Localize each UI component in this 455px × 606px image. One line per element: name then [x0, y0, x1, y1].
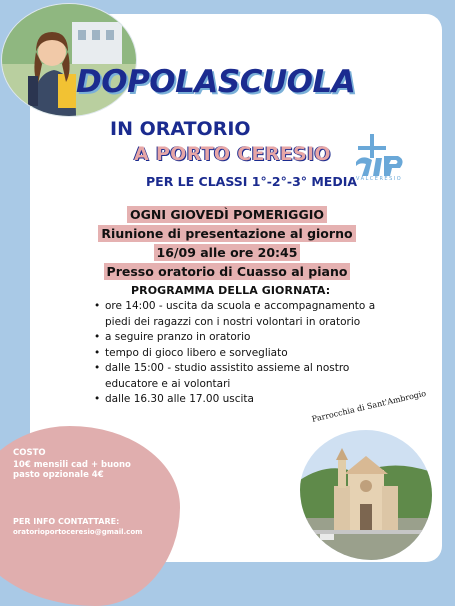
highlight-day: OGNI GIOVEDÌ POMERIGGIO — [127, 206, 327, 223]
cost-label: COSTO — [13, 448, 46, 458]
list-item: • a seguire pranzo in oratorio — [93, 330, 379, 346]
program-title: PROGRAMMA DELLA GIORNATA: — [131, 284, 331, 297]
contact-email[interactable]: oratorioportoceresio@gmail.com — [13, 528, 143, 536]
subtitle-location: A PORTO CERESIO — [134, 143, 331, 165]
cost-line-1: 10€ mensili cad + buono — [13, 459, 131, 470]
valceresio-logo — [352, 132, 406, 182]
logo-text: VALCERESIO — [356, 176, 403, 182]
program-list — [93, 299, 379, 408]
parish-label: Parrocchia di Sant'Ambrogio — [310, 388, 427, 424]
title: DOPOLASCUOLA — [76, 64, 356, 100]
cost-line-2: pasto opzionale 4€ — [13, 470, 104, 480]
highlight-place: Presso oratorio di Cuasso al piano — [104, 263, 351, 280]
list-item: • ore 14:00 - uscita da scuola e accompagnamento a piedi dei ragazzi con i nostri volontari in oratorio — [93, 299, 379, 330]
contact-section — [13, 517, 173, 537]
list-item: • tempo di gioco libero e sorvegliato — [93, 346, 379, 362]
highlight-meeting: Riunione di presentazione al giorno — [98, 225, 355, 242]
highlight-date: 16/09 alle ore 20:45 — [154, 244, 301, 261]
list-item: • dalle 16.30 alle 17.00 uscita — [93, 392, 379, 408]
subtitle-classes: PER LE CLASSI 1°-2°-3° MEDIA — [146, 174, 358, 189]
contact-label: PER INFO CONTATTARE: — [13, 517, 120, 526]
subtitle-oratorio: IN ORATORIO — [110, 118, 251, 140]
highlight-block — [92, 205, 362, 281]
list-item: • dalle 15:00 - studio assistito assieme al nostro educatore e ai volontari — [93, 361, 379, 392]
cost-section — [13, 448, 173, 481]
